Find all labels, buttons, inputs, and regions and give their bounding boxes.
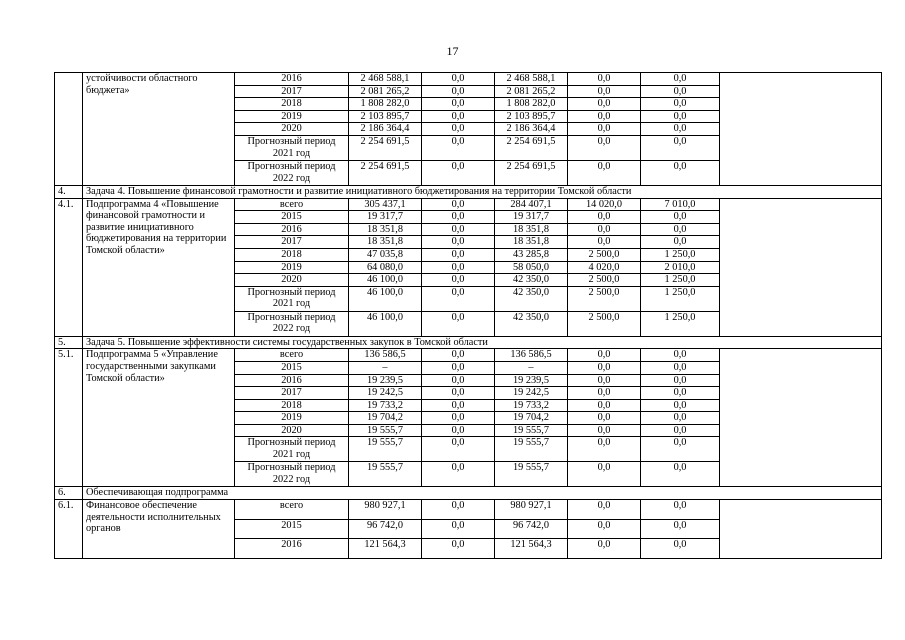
amount-cell: 136 586,5 <box>349 349 422 362</box>
amount-cell: 2 468 588,1 <box>349 73 422 86</box>
amount-cell: 19 704,2 <box>349 412 422 425</box>
task-row <box>55 487 882 500</box>
amount-cell: 0,0 <box>422 198 495 211</box>
amount-cell: 0,0 <box>568 211 641 224</box>
amount-cell: 0,0 <box>568 123 641 136</box>
amount-cell: 0,0 <box>641 500 720 520</box>
period-cell: 2015 <box>235 361 349 374</box>
amount-cell: 19 704,2 <box>495 412 568 425</box>
subprogram-number: 5.1. <box>55 349 83 487</box>
amount-cell: 0,0 <box>422 274 495 287</box>
amount-cell: 96 742,0 <box>495 519 568 539</box>
task-row <box>55 185 882 198</box>
subprogram-number <box>55 73 83 186</box>
amount-cell: 2 081 265,2 <box>495 85 568 98</box>
amount-cell: 0,0 <box>422 519 495 539</box>
amount-cell: – <box>495 361 568 374</box>
amount-cell: 19 555,7 <box>495 462 568 487</box>
amount-cell: 0,0 <box>568 223 641 236</box>
amount-cell: 0,0 <box>641 361 720 374</box>
amount-cell: 19 317,7 <box>495 211 568 224</box>
amount-cell: 0,0 <box>641 437 720 462</box>
budget-table <box>54 72 882 559</box>
amount-cell: 19 317,7 <box>349 211 422 224</box>
table-row <box>55 500 882 520</box>
amount-cell: 0,0 <box>422 387 495 400</box>
amount-cell: 2 254 691,5 <box>349 135 422 160</box>
period-cell: 2017 <box>235 387 349 400</box>
empty-cell <box>720 349 882 487</box>
amount-cell: 0,0 <box>422 248 495 261</box>
period-cell: 2020 <box>235 123 349 136</box>
amount-cell: 46 100,0 <box>349 286 422 311</box>
amount-cell: 0,0 <box>641 519 720 539</box>
amount-cell: 0,0 <box>641 424 720 437</box>
amount-cell: 0,0 <box>641 98 720 111</box>
amount-cell: 0,0 <box>641 374 720 387</box>
amount-cell: 18 351,8 <box>349 223 422 236</box>
amount-cell: 19 239,5 <box>349 374 422 387</box>
period-cell: Прогнозный период 2021 год <box>235 135 349 160</box>
amount-cell: 19 555,7 <box>349 437 422 462</box>
period-cell: всего <box>235 500 349 520</box>
amount-cell: 0,0 <box>422 286 495 311</box>
amount-cell: 2 103 895,7 <box>495 110 568 123</box>
empty-cell <box>720 198 882 336</box>
amount-cell: 0,0 <box>568 85 641 98</box>
amount-cell: 0,0 <box>422 539 495 559</box>
period-cell: Прогнозный период 2021 год <box>235 286 349 311</box>
amount-cell: 0,0 <box>422 160 495 185</box>
subprogram-name: Подпрограмма 4 «Повышение финансовой грамотности и развитие инициативного бюджетирования на территории Томской области» <box>83 198 235 336</box>
amount-cell: 980 927,1 <box>349 500 422 520</box>
amount-cell: 0,0 <box>641 123 720 136</box>
amount-cell: 1 250,0 <box>641 286 720 311</box>
amount-cell: 0,0 <box>422 374 495 387</box>
amount-cell: 0,0 <box>641 349 720 362</box>
amount-cell: 0,0 <box>422 73 495 86</box>
amount-cell: 0,0 <box>422 361 495 374</box>
period-cell: Прогнозный период 2022 год <box>235 462 349 487</box>
subprogram-number: 4.1. <box>55 198 83 336</box>
amount-cell: 43 285,8 <box>495 248 568 261</box>
amount-cell: 0,0 <box>568 98 641 111</box>
period-cell: 2016 <box>235 223 349 236</box>
amount-cell: 2 468 588,1 <box>495 73 568 86</box>
amount-cell: 121 564,3 <box>349 539 422 559</box>
amount-cell: 0,0 <box>641 462 720 487</box>
amount-cell: 7 010,0 <box>641 198 720 211</box>
amount-cell: 0,0 <box>568 349 641 362</box>
amount-cell: 42 350,0 <box>495 311 568 336</box>
amount-cell: 19 733,2 <box>495 399 568 412</box>
amount-cell: 0,0 <box>568 73 641 86</box>
amount-cell: 0,0 <box>568 399 641 412</box>
amount-cell: 0,0 <box>422 311 495 336</box>
task-row <box>55 336 882 349</box>
amount-cell: 0,0 <box>641 85 720 98</box>
amount-cell: 121 564,3 <box>495 539 568 559</box>
table-row <box>55 349 882 362</box>
amount-cell: 42 350,0 <box>495 274 568 287</box>
period-cell: 2015 <box>235 211 349 224</box>
amount-cell: – <box>349 361 422 374</box>
amount-cell: 0,0 <box>422 135 495 160</box>
amount-cell: 0,0 <box>568 387 641 400</box>
amount-cell: 0,0 <box>422 349 495 362</box>
amount-cell: 19 733,2 <box>349 399 422 412</box>
amount-cell: 1 808 282,0 <box>349 98 422 111</box>
period-cell: 2016 <box>235 539 349 559</box>
amount-cell: 58 050,0 <box>495 261 568 274</box>
empty-cell <box>720 500 882 559</box>
task-number: 6. <box>55 487 83 500</box>
amount-cell: 0,0 <box>422 110 495 123</box>
amount-cell: 0,0 <box>422 424 495 437</box>
amount-cell: 0,0 <box>422 211 495 224</box>
amount-cell: 0,0 <box>568 539 641 559</box>
amount-cell: 0,0 <box>422 261 495 274</box>
amount-cell: 0,0 <box>641 135 720 160</box>
period-cell: 2020 <box>235 274 349 287</box>
amount-cell: 14 020,0 <box>568 198 641 211</box>
amount-cell: 46 100,0 <box>349 311 422 336</box>
amount-cell: 1 250,0 <box>641 248 720 261</box>
amount-cell: 1 250,0 <box>641 274 720 287</box>
amount-cell: 0,0 <box>641 73 720 86</box>
amount-cell: 2 500,0 <box>568 248 641 261</box>
amount-cell: 47 035,8 <box>349 248 422 261</box>
amount-cell: 2 500,0 <box>568 286 641 311</box>
period-cell: 2019 <box>235 110 349 123</box>
amount-cell: 0,0 <box>422 85 495 98</box>
amount-cell: 284 407,1 <box>495 198 568 211</box>
period-cell: 2018 <box>235 248 349 261</box>
amount-cell: 136 586,5 <box>495 349 568 362</box>
amount-cell: 2 010,0 <box>641 261 720 274</box>
amount-cell: 0,0 <box>568 437 641 462</box>
period-cell: 2017 <box>235 236 349 249</box>
amount-cell: 0,0 <box>422 98 495 111</box>
period-cell: 2016 <box>235 73 349 86</box>
amount-cell: 0,0 <box>422 223 495 236</box>
page-number: 17 <box>446 44 459 58</box>
amount-cell: 0,0 <box>568 135 641 160</box>
empty-cell <box>720 73 882 186</box>
period-cell: всего <box>235 198 349 211</box>
amount-cell: 0,0 <box>568 412 641 425</box>
amount-cell: 0,0 <box>568 361 641 374</box>
amount-cell: 4 020,0 <box>568 261 641 274</box>
amount-cell: 2 254 691,5 <box>349 160 422 185</box>
period-cell: 2018 <box>235 399 349 412</box>
amount-cell: 0,0 <box>641 236 720 249</box>
amount-cell: 96 742,0 <box>349 519 422 539</box>
amount-cell: 0,0 <box>422 236 495 249</box>
amount-cell: 2 254 691,5 <box>495 160 568 185</box>
amount-cell: 1 250,0 <box>641 311 720 336</box>
amount-cell: 2 254 691,5 <box>495 135 568 160</box>
period-cell: Прогнозный период 2022 год <box>235 311 349 336</box>
subprogram-name: устойчивости областного бюджета» <box>83 73 235 186</box>
amount-cell: 2 500,0 <box>568 311 641 336</box>
period-cell: Прогнозный период 2021 год <box>235 437 349 462</box>
amount-cell: 0,0 <box>568 374 641 387</box>
amount-cell: 19 555,7 <box>495 437 568 462</box>
amount-cell: 305 437,1 <box>349 198 422 211</box>
amount-cell: 0,0 <box>641 399 720 412</box>
subprogram-number: 6.1. <box>55 500 83 559</box>
table-row <box>55 198 882 211</box>
period-cell: всего <box>235 349 349 362</box>
amount-cell: 19 555,7 <box>349 424 422 437</box>
task-title: Задача 5. Повышение эффективности системы государственных закупок в Томской области <box>83 336 882 349</box>
amount-cell: 0,0 <box>568 110 641 123</box>
period-cell: 2016 <box>235 374 349 387</box>
amount-cell: 19 242,5 <box>495 387 568 400</box>
period-cell: 2020 <box>235 424 349 437</box>
amount-cell: 0,0 <box>422 123 495 136</box>
amount-cell: 2 103 895,7 <box>349 110 422 123</box>
amount-cell: 0,0 <box>422 500 495 520</box>
amount-cell: 0,0 <box>641 387 720 400</box>
period-cell: 2017 <box>235 85 349 98</box>
amount-cell: 0,0 <box>422 462 495 487</box>
amount-cell: 0,0 <box>422 412 495 425</box>
amount-cell: 0,0 <box>568 519 641 539</box>
period-cell: Прогнозный период 2022 год <box>235 160 349 185</box>
amount-cell: 0,0 <box>422 399 495 412</box>
task-number: 5. <box>55 336 83 349</box>
amount-cell: 0,0 <box>568 236 641 249</box>
task-title: Задача 4. Повышение финансовой грамотности и развитие инициативного бюджетирования на территории Томской области <box>83 185 882 198</box>
amount-cell: 0,0 <box>641 223 720 236</box>
amount-cell: 980 927,1 <box>495 500 568 520</box>
amount-cell: 0,0 <box>641 539 720 559</box>
amount-cell: 0,0 <box>568 160 641 185</box>
amount-cell: 1 808 282,0 <box>495 98 568 111</box>
amount-cell: 0,0 <box>641 412 720 425</box>
amount-cell: 0,0 <box>641 160 720 185</box>
amount-cell: 0,0 <box>641 211 720 224</box>
subprogram-name: Финансовое обеспечение деятельности исполнительных органов <box>83 500 235 559</box>
amount-cell: 0,0 <box>422 437 495 462</box>
subprogram-name: Подпрограмма 5 «Управление государственными закупками Томской области» <box>83 349 235 487</box>
amount-cell: 0,0 <box>568 424 641 437</box>
amount-cell: 0,0 <box>641 110 720 123</box>
amount-cell: 19 555,7 <box>495 424 568 437</box>
task-number: 4. <box>55 185 83 198</box>
amount-cell: 19 239,5 <box>495 374 568 387</box>
period-cell: 2019 <box>235 412 349 425</box>
amount-cell: 19 242,5 <box>349 387 422 400</box>
amount-cell: 0,0 <box>568 462 641 487</box>
amount-cell: 2 186 364,4 <box>495 123 568 136</box>
amount-cell: 18 351,8 <box>495 223 568 236</box>
amount-cell: 18 351,8 <box>349 236 422 249</box>
amount-cell: 0,0 <box>568 500 641 520</box>
amount-cell: 2 186 364,4 <box>349 123 422 136</box>
amount-cell: 2 081 265,2 <box>349 85 422 98</box>
period-cell: 2019 <box>235 261 349 274</box>
table-row <box>55 73 882 86</box>
amount-cell: 46 100,0 <box>349 274 422 287</box>
task-title: Обеспечивающая подпрограмма <box>83 487 882 500</box>
amount-cell: 42 350,0 <box>495 286 568 311</box>
amount-cell: 2 500,0 <box>568 274 641 287</box>
amount-cell: 64 080,0 <box>349 261 422 274</box>
period-cell: 2018 <box>235 98 349 111</box>
amount-cell: 19 555,7 <box>349 462 422 487</box>
period-cell: 2015 <box>235 519 349 539</box>
amount-cell: 18 351,8 <box>495 236 568 249</box>
